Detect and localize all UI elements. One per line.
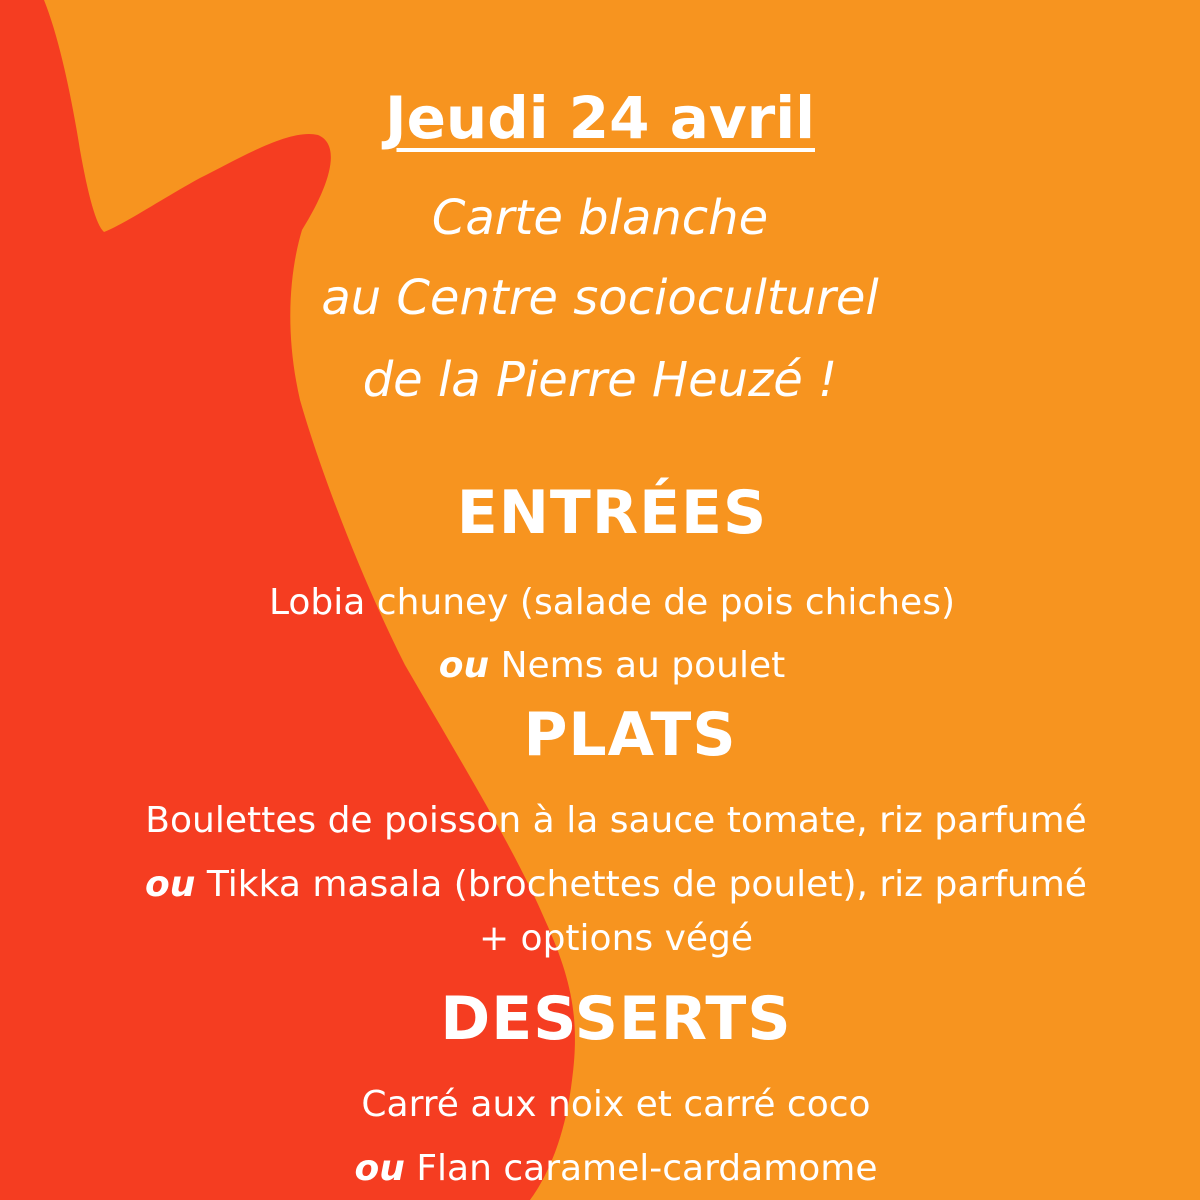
dessert-item-2-label: Flan caramel-cardamome bbox=[416, 1148, 878, 1189]
plats-heading: PLATS bbox=[523, 700, 737, 770]
plat-item-3: + options végé bbox=[478, 918, 754, 959]
desserts-heading: DESSERTS bbox=[440, 984, 792, 1054]
plat-item-1: Boulettes de poisson à la sauce tomate, riz parfumé bbox=[145, 800, 1087, 841]
subtitle-line-3: de la Pierre Heuzé ! bbox=[362, 352, 838, 408]
plat-item-2 bbox=[16, 864, 1200, 905]
or-label: ou bbox=[145, 864, 196, 905]
entree-item-2-label: Nems au poulet bbox=[500, 645, 786, 686]
dessert-item-2 bbox=[16, 1148, 1200, 1189]
subtitle-line-1: Carte blanche bbox=[431, 190, 769, 246]
plat-item-2-label: Tikka masala (brochettes de poulet), riz parfumé bbox=[206, 864, 1087, 905]
or-label: ou bbox=[438, 645, 490, 686]
subtitle-line-2: au Centre socioculturel bbox=[321, 270, 879, 326]
entree-item-2 bbox=[12, 645, 1200, 686]
dessert-item-1: Carré aux noix et carré coco bbox=[361, 1084, 871, 1125]
menu-date: Jeudi 24 avril bbox=[384, 84, 815, 152]
entrees-heading: ENTRÉES bbox=[456, 478, 768, 548]
entree-item-1: Lobia chuney (salade de pois chiches) bbox=[268, 582, 955, 623]
or-label: ou bbox=[354, 1148, 405, 1189]
